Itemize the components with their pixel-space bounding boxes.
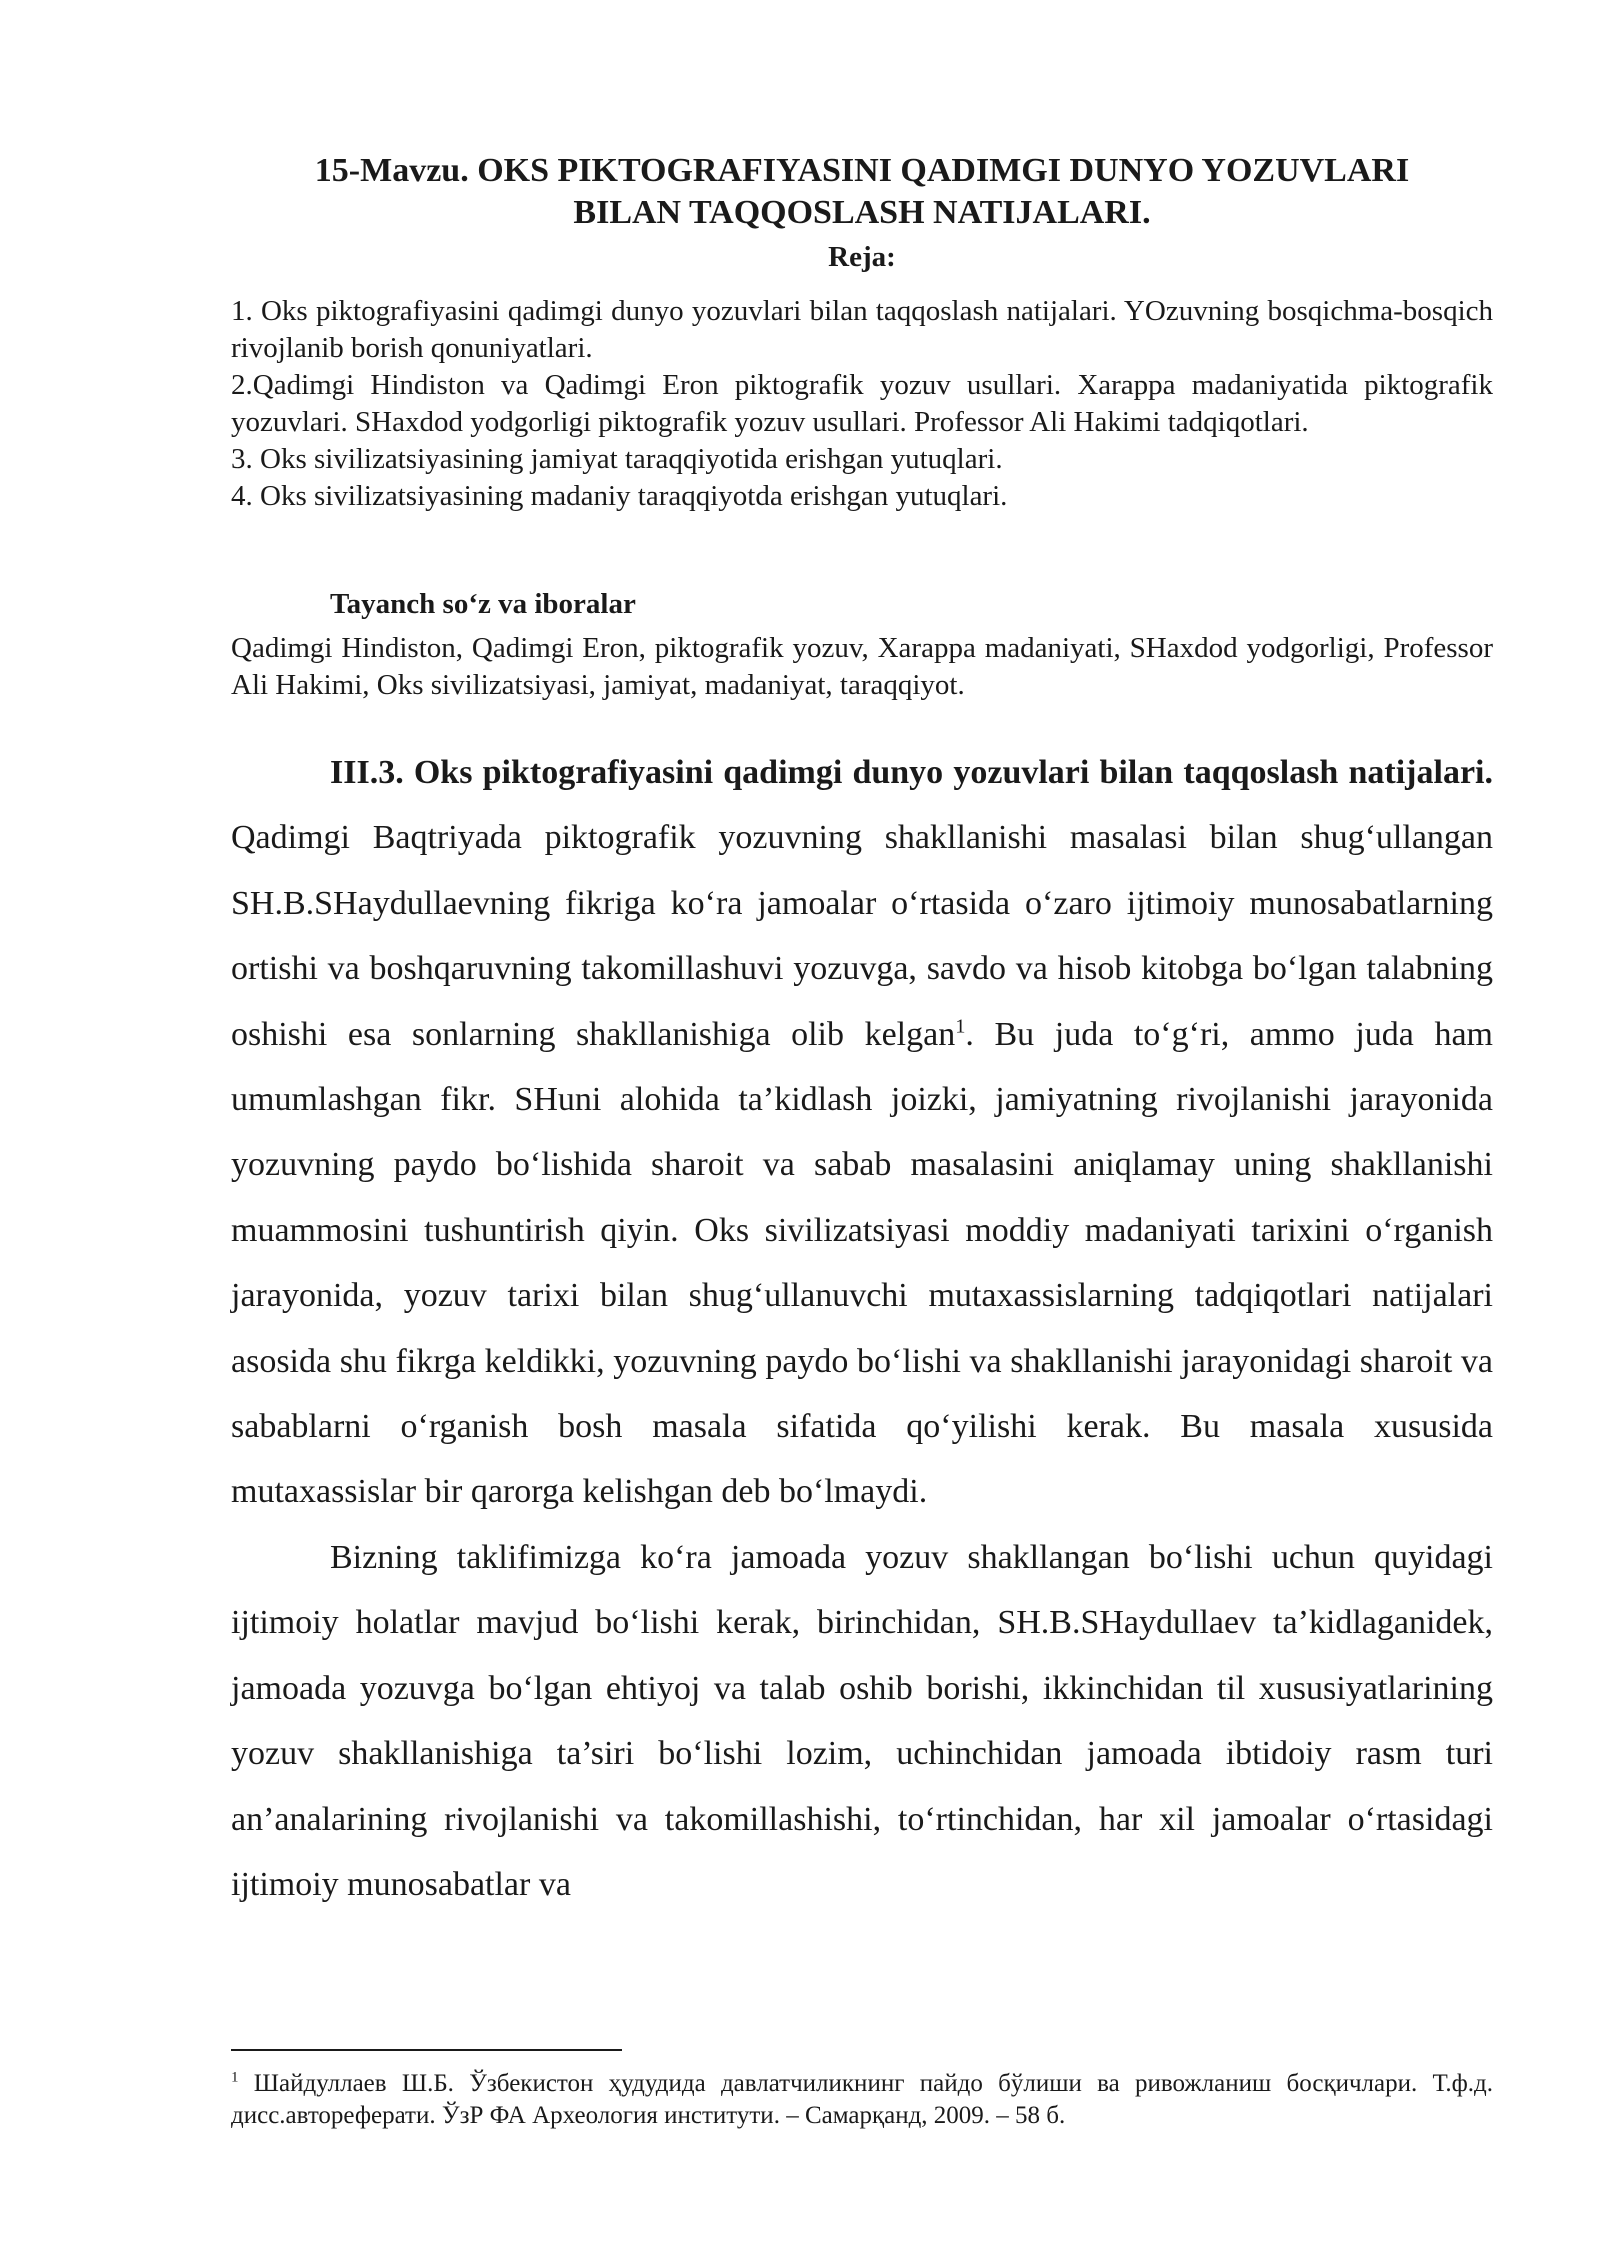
footnote-separator	[231, 2049, 622, 2051]
plan-item-2: 2.Qadimgi Hindiston va Qadimgi Eron piktografik yozuv usullari. Xarappa madaniyatida piktografik yozuvlari. SHaxdod yodgorligi piktografik yozuv usullari. Professor Ali Hakimi tadqiqotlari.	[231, 369, 1493, 438]
paragraph-1-text-a: Qadimgi Baqtriyada piktografik yozuvning shakllanishi masalasi bilan shug‘ullangan SH.B.SHaydullaevning fikriga ko‘ra jamoalar o‘rtasida o‘zaro ijtimoiy munosabatlarning ortishi va boshqaruvning takomillashuvi yozuvga, savdo va hisob kitobga bo‘lgan talabning oshishi esa sonlarning shakllanishiga olib kelgan	[231, 819, 1493, 1053]
plan-list	[231, 293, 1493, 515]
plan-item-1: 1. Oks piktografiyasini qadimgi dunyo yozuvlari bilan taqqoslash natijalari. YOzuvning bosqichma-bosqich rivojlanib borish qonuniyatlari.	[231, 295, 1493, 364]
section-heading: III.3. Oks piktografiyasini qadimgi dunyo yozuvlari bilan taqqoslash natijalari.	[330, 754, 1493, 791]
paragraph-1	[231, 740, 1493, 1525]
main-text	[231, 740, 1493, 1917]
keywords-heading: Tayanch so‘z va iboralar	[330, 588, 636, 620]
plan-item-4: 4. Oks sivilizatsiyasining madaniy taraqqiyotda erishgan yutuqlari.	[231, 480, 1008, 512]
footnote-number: 1	[231, 2069, 239, 2086]
paragraph-1-text-b: . Bu juda to‘g‘ri, ammo juda ham umumlashgan fikr. SHuni alohida ta’kidlash joizki, jamiyatning rivojlanishi jarayonida yozuvning paydo bo‘lishida sharoit va sabab masalasini aniqlamay uning shakllanishi muammosini tushuntirish qiyin. Oks sivilizatsiyasi moddiy madaniyati tarixini o‘rganish jarayonida, yozuv tarixi bilan shug‘ullanuvchi mutaxassislarning tadqiqotlari natijalari asosida shu fikrga keldikki, yozuvning paydo bo‘lishi va shakllanishi jarayonidagi sharoit va sabablarni o‘rganish bosh masala sifatida qo‘yilishi kerak. Bu masala xususida mutaxassislar bir qarorga kelishgan deb bo‘lmaydi.	[231, 1015, 1493, 1511]
keywords-text: Qadimgi Hindiston, Qadimgi Eron, piktografik yozuv, Xarappa madaniyati, SHaxdod yodgorligi, Professor Ali Hakimi, Oks sivilizatsiyasi, jamiyat, madaniyat, taraqqiyot.	[231, 632, 1493, 701]
title-line-1: 15-Mavzu. OKS PIKTOGRAFIYASINI QADIMGI DUNYO YOZUVLARI	[314, 152, 1410, 189]
title-line-2: BILAN TAQQOSLASH NATIJALARI.	[573, 194, 1151, 231]
page-title	[231, 150, 1493, 234]
footnote-text: Шайдуллаев Ш.Б. Ўзбекистон ҳудудида давлатчиликнинг пайдо бўлиши ва ривожланиш босқичлари. Т.ф.д. дисс.автореферати. ЎзР ФА Археология институти. – Самарқанд, 2009. – 58 б.	[231, 2070, 1493, 2129]
footnote	[231, 2068, 1493, 2132]
plan-heading: Reja:	[828, 241, 896, 273]
paragraph-2: Bizning taklifimizga ko‘ra jamoada yozuv shakllangan bo‘lishi uchun quyidagi ijtimoiy holatlar mavjud bo‘lishi kerak, birinchidan, SH.B.SHaydullaev ta’kidlaganidek, jamoada yozuvga bo‘lgan ehtiyoj va talab oshib borishi, ikkinchidan til xususiyatlarining yozuv shakllanishiga ta’siri bo‘lishi lozim, uchinchidan jamoada ibtidoiy rasm turi an’analarining rivojlanishi va takomillashishi, to‘rtinchidan, har xil jamoalar o‘rtasidagi ijtimoiy munosabatlar va	[231, 1538, 1493, 1903]
footnote-reference[interactable]: 1	[955, 1015, 966, 1038]
plan-item-3: 3. Oks sivilizatsiyasining jamiyat taraqqiyotida erishgan yutuqlari.	[231, 443, 1003, 475]
